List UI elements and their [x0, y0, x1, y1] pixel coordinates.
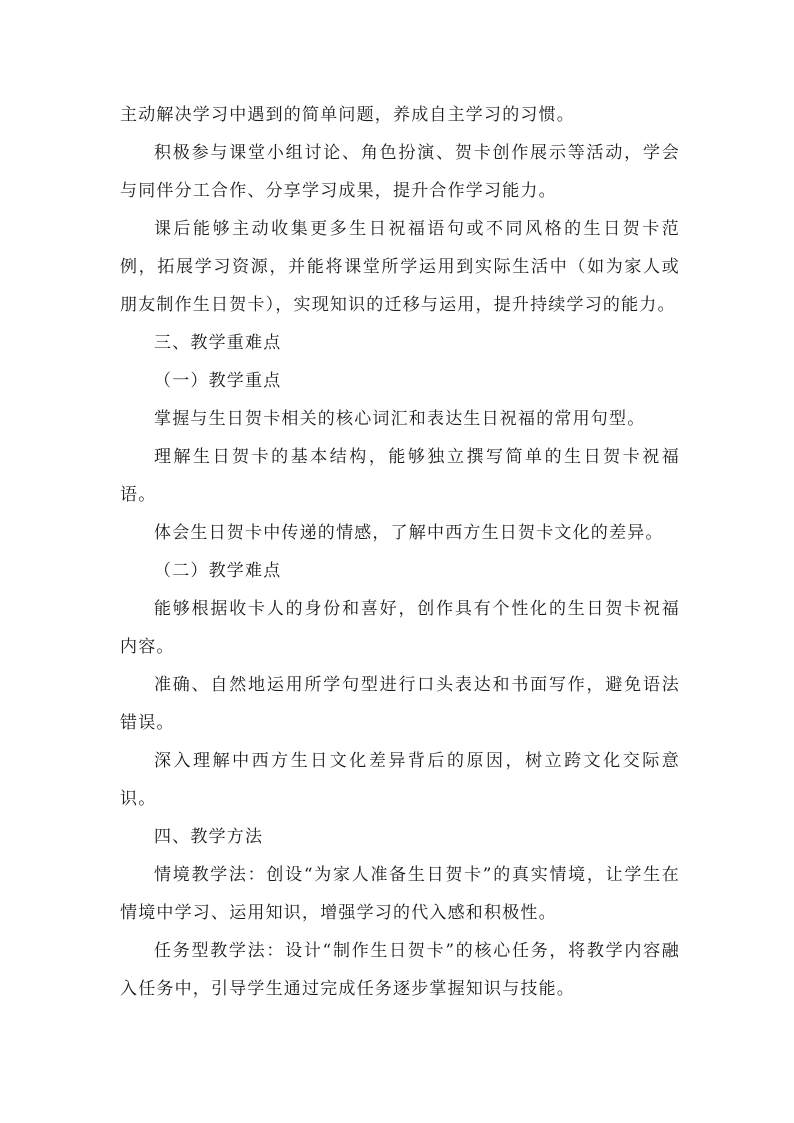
paragraph-after-class: 课后能够主动收集更多生日祝福语句或不同风格的生日贺卡范例，拓展学习资源，并能将课堂所学运用到实际生活中（如为家人或朋友制作生日贺卡），实现知识的迁移与运用，提升持续学习的能力。 — [120, 219, 680, 315]
key-point-item: 体会生日贺卡中传递的情感，了解中西方生日贺卡文化的差异。 — [154, 523, 664, 543]
subheading-difficult-points: （二）教学难点 — [154, 561, 282, 581]
method-item: 情境教学法：创设“为家人准备生日贺卡”的真实情境，让学生在情境中学习、运用知识，增强学习的代入感和积极性。 — [120, 865, 680, 923]
subheading-key-points: （一）教学重点 — [154, 371, 282, 391]
paragraph-continuation: 主动解决学习中遇到的简单问题，养成自主学习的习惯。 — [120, 105, 575, 125]
document-body — [120, 96, 680, 1008]
key-point-item: 掌握与生日贺卡相关的核心词汇和表达生日祝福的常用句型。 — [154, 409, 646, 429]
difficult-point-item: 深入理解中西方生日文化差异背后的原因，树立跨文化交际意识。 — [120, 751, 680, 809]
section-heading-key-difficult-points: 三、教学重难点 — [154, 333, 282, 353]
section-heading-teaching-methods: 四、教学方法 — [154, 827, 264, 847]
key-point-item: 理解生日贺卡的基本结构，能够独立撰写简单的生日贺卡祝福语。 — [120, 447, 680, 505]
paragraph-cooperation: 积极参与课堂小组讨论、角色扮演、贺卡创作展示等活动，学会与同伴分工合作、分享学习成果，提升合作学习能力。 — [120, 143, 680, 201]
difficult-point-item: 准确、自然地运用所学句型进行口头表达和书面写作，避免语法错误。 — [120, 675, 680, 733]
difficult-point-item: 能够根据收卡人的身份和喜好，创作具有个性化的生日贺卡祝福内容。 — [120, 599, 680, 657]
method-item: 任务型教学法：设计“制作生日贺卡”的核心任务，将教学内容融入任务中，引导学生通过完成任务逐步掌握知识与技能。 — [120, 941, 680, 999]
